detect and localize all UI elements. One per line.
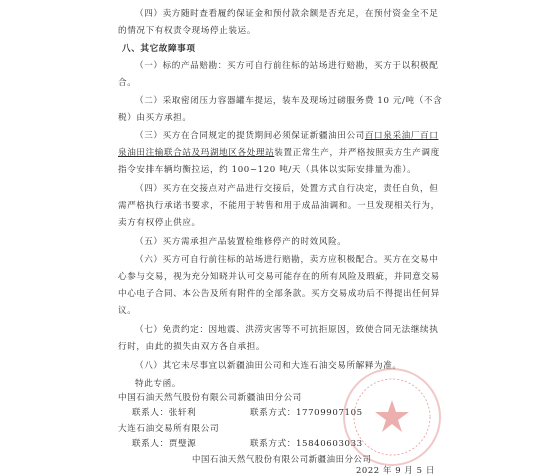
text-line: 合。 <box>118 78 137 88</box>
text-line: （三）买方在合同规定的提货期间必须保证新疆油田公司百口泉采油厂百口 <box>135 131 439 141</box>
text-line: 需严格执行承诺书要求，不能用于转售和用于成品油调和。一旦发现相关行为， <box>118 201 440 211</box>
paragraph-deposit-check <box>118 6 439 40</box>
contact-dalian <box>132 438 363 451</box>
official-seal <box>343 368 441 466</box>
section-heading <box>118 41 418 58</box>
text-line: 心参与交易，视为充分知晓并认可交易可能存在的所有风险及瑕疵，并同意交易 <box>118 272 440 282</box>
paragraph-force-majeure <box>118 322 439 356</box>
paragraph-maintenance-risk <box>118 234 418 251</box>
text-line: （二）采取密闭压力容器罐车提运，装车及现场过磅服务费 10 元/吨（不含 <box>135 96 443 106</box>
text-line: 税）由买方承担。 <box>118 113 192 123</box>
text-line: （四）卖方随时查看履约保证金和预付款余额是否充足，在预付资金全不足 <box>135 9 439 19</box>
contact-person: 联系人：张轩利 <box>132 408 197 418</box>
text-line: 行时，由此的损失由双方各自承担。 <box>118 342 266 352</box>
contact-xinjiang <box>132 407 363 420</box>
text-line: 卖方有权停止供应。 <box>118 218 201 228</box>
seal-star-icon <box>345 370 439 464</box>
signature-date: 2022 年 9 月 5 日 <box>356 465 435 475</box>
paragraph-inspection <box>118 58 439 92</box>
text-line: 特此专函。 <box>135 379 181 389</box>
text-line: 泉油田注输联合站及玛湖地区各处理站装置正常生产，并严格按照卖方生产调度 <box>118 148 440 158</box>
text-line: 议。 <box>118 306 137 316</box>
text-line: （六）买方可自行前往标的站场进行赔勘，卖方应积极配合。买方在交易中 <box>135 255 439 265</box>
text-line: （一）标的产品赔勘：买方可自行前往标的站场进行赔勘，买方于以积极配 <box>135 61 439 71</box>
text-line: （四）买方在交接点对产品进行交接后，处置方式自行决定，责任自负，但 <box>135 184 439 194</box>
signature-org: 中国石油天然气股份有限公司新疆油田分公司 <box>192 454 372 464</box>
text-line: （五）买方需承担产品装置检维修停产的时效风险。 <box>135 237 347 247</box>
paragraph-trade-terms <box>118 252 440 320</box>
paragraph-production-guarantee <box>118 128 440 179</box>
text-line: 中心电子合同、本公告及所有附件的全部条款。买方交易成功后不得提出任何异 <box>118 289 440 299</box>
contact-phone: 联系方式：17709907105 <box>250 408 363 418</box>
org-name-dalian: 大连石油交易所有限公司 <box>118 424 220 434</box>
text-line: 指令安排车辆均衡拉运，约 100~120 吨/天（具体以实际安排量为准）。 <box>118 165 417 175</box>
contact-person: 联系人：贾璧源 <box>132 439 197 449</box>
text-line: 的情况下有权责令现场停止装运。 <box>118 26 256 36</box>
text-line: （七）免责约定：因地震、洪涝灾害等不可抗拒原因，致使合同无法继续执 <box>135 325 439 335</box>
contact-phone: 联系方式：15840603033 <box>250 439 363 449</box>
paragraph-handover <box>118 181 440 232</box>
paragraph-transport-fee <box>118 93 443 127</box>
org-name-xinjiang: 中国石油天然气股份有限公司新疆油田分公司 <box>118 393 302 403</box>
text-line: （八）其它未尽事宜以新疆油田公司和大连石油交易所解释为准。 <box>135 361 402 371</box>
heading-text: 八、其它故障事项 <box>122 44 196 54</box>
